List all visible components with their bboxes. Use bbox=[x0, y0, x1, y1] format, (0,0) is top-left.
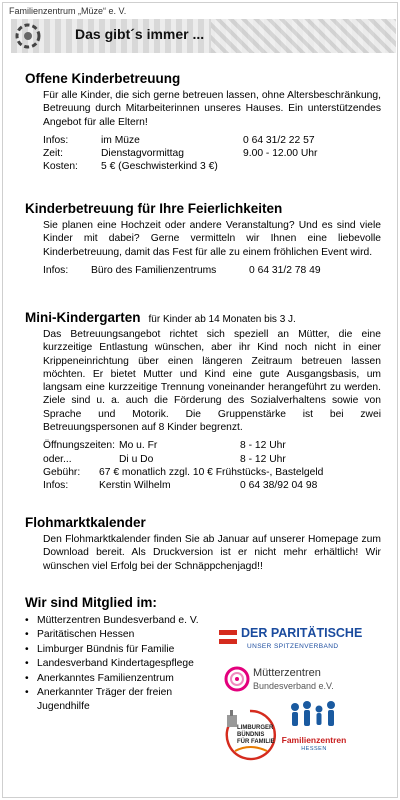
section-banner bbox=[11, 19, 396, 53]
flyer-page bbox=[2, 2, 398, 798]
info-table bbox=[43, 264, 381, 277]
info-value: 67 € monatlich zzgl. 10 € Frühstücks-, Bastelgeld bbox=[99, 466, 324, 478]
logo-line: LIMBURGER BÜNDNIS bbox=[237, 725, 274, 738]
paritaetische-logo bbox=[217, 623, 363, 653]
logo-subtext: Bundesverband e.V. bbox=[253, 681, 334, 691]
family-people-icon bbox=[287, 699, 341, 733]
limburg-buendnis-logo bbox=[221, 707, 279, 761]
info-row bbox=[43, 147, 381, 160]
section-offene-kinderbetreuung bbox=[25, 71, 381, 174]
logo-text: Mütterzentren bbox=[253, 667, 321, 679]
info-value: Büro des Familienzentrums bbox=[91, 264, 217, 276]
banner-pattern bbox=[211, 19, 396, 53]
list-item: • Paritätischen Hessen bbox=[25, 628, 225, 642]
info-value: im Müze bbox=[101, 134, 140, 146]
info-label: Gebühr: bbox=[43, 466, 81, 478]
muze-logo-icon bbox=[13, 21, 43, 51]
info-label: Kosten: bbox=[43, 161, 78, 173]
info-contact: 9.00 - 12.00 Uhr bbox=[243, 148, 318, 160]
logo-text bbox=[237, 725, 279, 746]
list-item: • Landesverband Kindertagespflege bbox=[25, 657, 225, 671]
info-contact: 0 64 31/2 22 57 bbox=[243, 134, 315, 146]
info-value: Di u Do bbox=[119, 453, 154, 465]
membership-list bbox=[25, 614, 225, 715]
section-text: Das Betreuungsangebot richtet sich speziell an Mütter, die eine kurzzeitige Entlastung wünschen, aber ihr Kind noch nicht in einer Krippeneinrichtung über einen längeren Zeitraum betreuen lassen möchten. Er bietet Mutter und Kind eine gute Ausgangsbasis, um langsam eine kurzzeitige Trennung voneinander herangeführt zu werden. Ziele sind u. a. auch die Förderung des Sozialverhaltens sowie von Sprache und Motorik. Die Gruppenstärke ist bei zwei Betreuungspersonen auf 8 Kinder begrenzt. bbox=[43, 329, 381, 434]
info-row bbox=[43, 466, 381, 479]
age-note: für Kinder ab 14 Monaten bis 3 J. bbox=[148, 314, 296, 325]
section-text: Für alle Kinder, die sich gerne betreuen lassen, ohne Altersbeschränkung, Betreuung durch Mitarbeiterinnen unseres Hauses. Ein unterstützendes Angebot für alle Eltern! bbox=[43, 90, 381, 128]
section-heading bbox=[25, 310, 381, 326]
partner-logos bbox=[215, 623, 365, 763]
section-text: Den Flohmarktkalender finden Sie ab Januar auf unserer Homepage zum Download bereit. Als Druckversion ist er nicht mehr erhältlich! Wir wünschen viel Erfolg bei der Schnäppchenjagd!! bbox=[43, 534, 381, 572]
info-table bbox=[43, 134, 381, 174]
section-title: Kinderbetreuung für Ihre Feierlichkeiten bbox=[25, 201, 283, 216]
muetterzentren-swirl-icon bbox=[223, 665, 251, 693]
section-mitgliedschaften bbox=[25, 595, 225, 715]
info-time: 8 - 12 Uhr bbox=[240, 453, 286, 465]
list-item: • Anerkannter Träger der freien Jugendhilfe bbox=[25, 686, 225, 715]
info-time: 8 - 12 Uhr bbox=[240, 440, 286, 452]
list-item: • Mütterzentren Bundesverband e. V. bbox=[25, 614, 225, 628]
section-flohmarktkalender bbox=[25, 515, 381, 573]
familienzentren-hessen-logo bbox=[277, 699, 351, 759]
section-title: Mini-Kindergarten bbox=[25, 310, 141, 325]
muetterzentren-logo bbox=[219, 661, 365, 699]
info-row bbox=[43, 264, 381, 277]
section-mini-kindergarten bbox=[25, 310, 381, 493]
logo-line: FÜR FAMILIE bbox=[237, 739, 275, 745]
section-feierlichkeiten bbox=[25, 201, 381, 277]
info-value: Kerstin Wilhelm bbox=[99, 480, 171, 492]
logo-subtext: HESSEN bbox=[301, 746, 327, 752]
info-row bbox=[43, 453, 381, 466]
info-label: Infos: bbox=[43, 480, 69, 492]
info-label: Zeit: bbox=[43, 148, 64, 160]
info-label: Infos: bbox=[43, 264, 69, 276]
logo-text: Familienzentren bbox=[281, 735, 347, 745]
list-item: • Limburger Bündnis für Familie bbox=[25, 643, 225, 657]
banner-title: Das gibt´s immer ... bbox=[75, 26, 205, 42]
logo-subtext: UNSER SPITZENVERBAND bbox=[247, 643, 339, 650]
section-title: Wir sind Mitglied im: bbox=[25, 595, 157, 610]
organization-name: Familienzentrum „Müze“ e. V. bbox=[9, 6, 127, 16]
info-label: Infos: bbox=[43, 134, 69, 146]
info-row bbox=[43, 134, 381, 147]
list-item: • Anerkanntes Familienzentrum bbox=[25, 672, 225, 686]
info-row bbox=[43, 439, 381, 452]
info-label: oder... bbox=[43, 453, 72, 465]
info-row bbox=[43, 160, 381, 173]
info-label: Öffnungszeiten: bbox=[43, 440, 115, 452]
section-title: Flohmarktkalender bbox=[25, 515, 146, 530]
info-contact: 0 64 38/92 04 98 bbox=[240, 480, 318, 492]
paritaet-equal-icon bbox=[219, 627, 237, 647]
info-value: 5 € (Geschwisterkind 3 €) bbox=[101, 161, 218, 173]
section-title: Offene Kinderbetreuung bbox=[25, 71, 181, 86]
info-value: Mo u. Fr bbox=[119, 440, 158, 452]
info-value: Dienstagvormittag bbox=[101, 148, 184, 160]
info-table bbox=[43, 439, 381, 492]
section-text: Sie planen eine Hochzeit oder andere Veranstaltung? Und es sind viele Kinder mit dabei? Gerne vermitteln wir Ihnen eine liebevolle Kinderbetreuung, damit das Fest für alle zu einem fröhlichen Event wird. bbox=[43, 220, 381, 258]
logo-text: DER PARITÄTISCHE bbox=[241, 626, 363, 640]
info-row bbox=[43, 479, 381, 492]
info-contact: 0 64 31/2 78 49 bbox=[249, 264, 321, 276]
